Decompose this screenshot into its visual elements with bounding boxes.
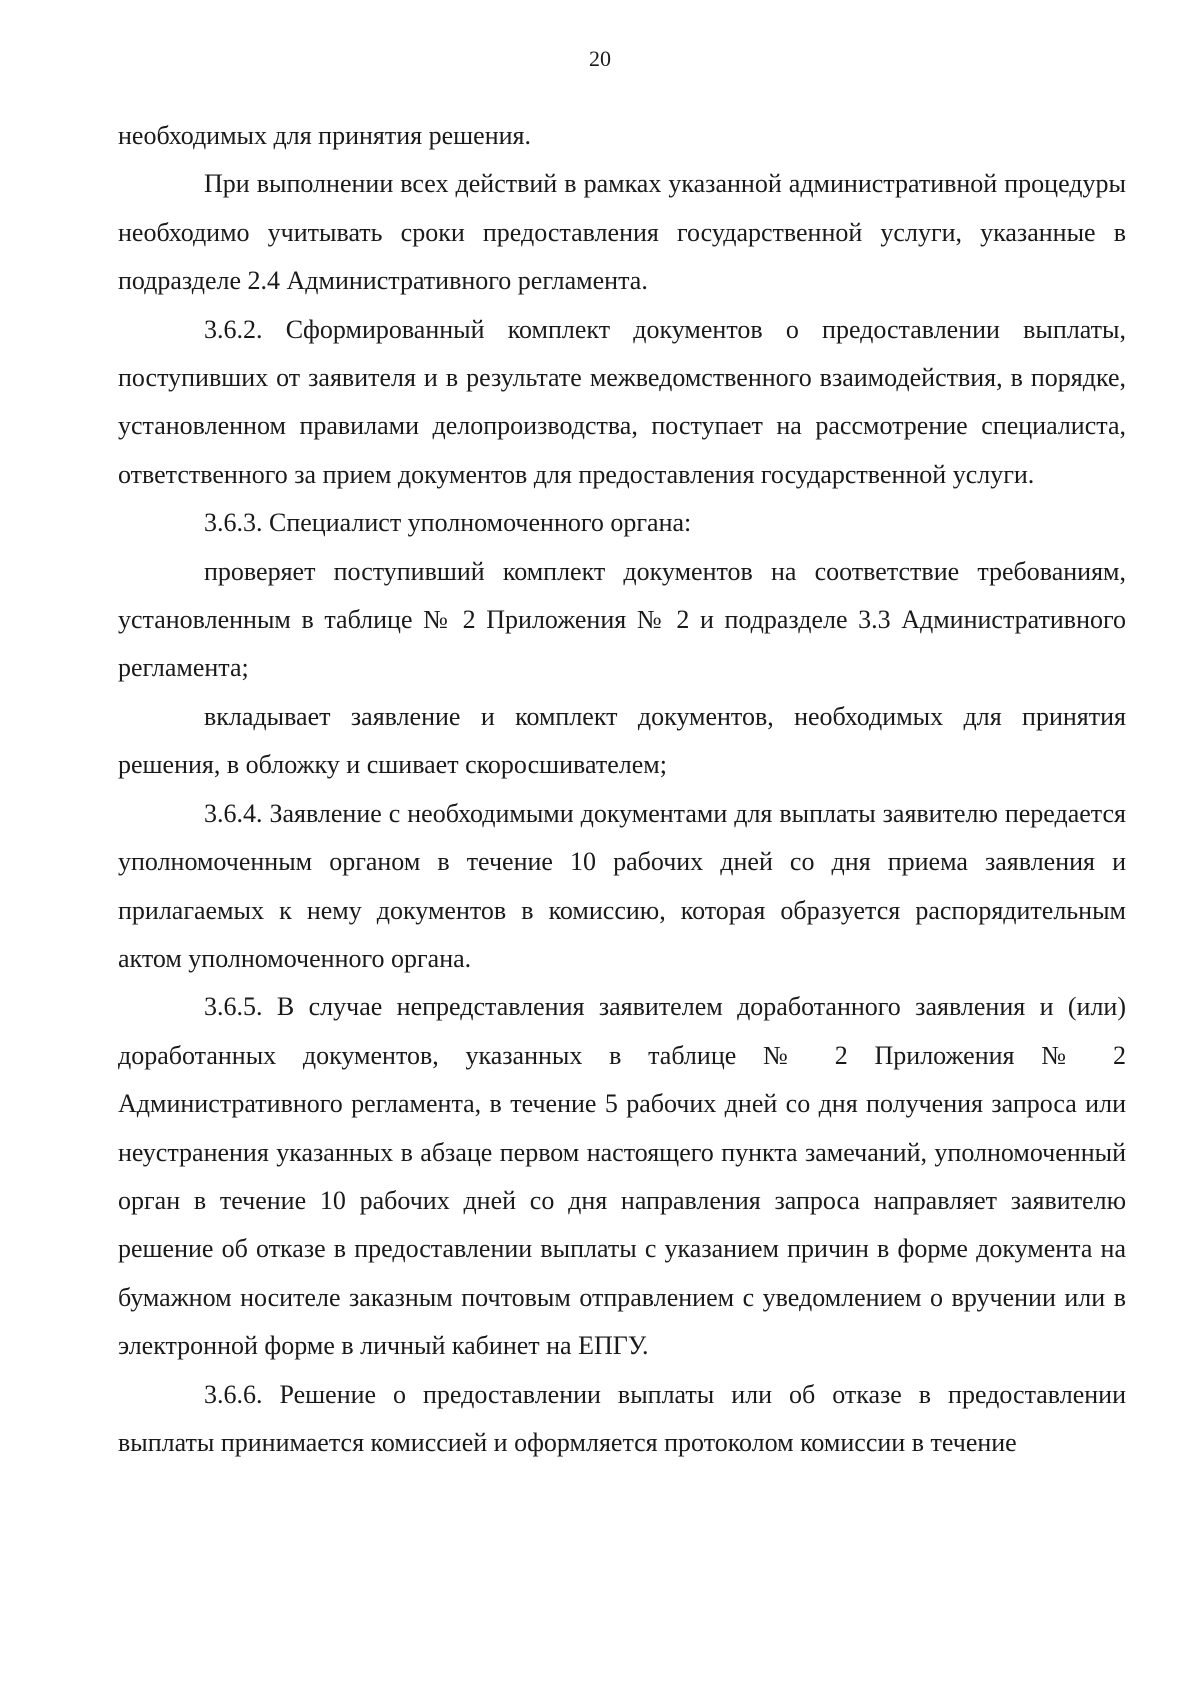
paragraph-3-6-5: 3.6.5. В случае непредставления заявителем доработанного заявления и (или) доработанных документов, указанных в таблице № 2 Приложения № 2 Административного регламента, в течение 5 рабочих дней со дня получения запроса или неустранения указанных в абзаце первом настоящего пункта замечаний, уполномоченный орган в течение 10 рабочих дней со дня направления запроса направляет заявителю решение об отказе в предоставлении выплаты с указанием причин в форме документа на бумажном носителе заказным почтовым отправлением с уведомлением о вручении или в электронной форме в личный кабинет на ЕПГУ. <box>118 992 1126 1361</box>
paragraph-3-6-4: 3.6.4. Заявление с необходимыми документами для выплаты заявителю передается уполномоченным органом в течение 10 рабочих дней со дня приема заявления и прилагаемых к нему документов в комиссию, которая образуется распорядительным актом уполномоченного органа. <box>118 798 1126 973</box>
paragraph-3-6-6: 3.6.6. Решение о предоставлении выплаты или об отказе в предоставлении выплаты принимается комиссией и оформляется протоколом комиссии в течение <box>118 1379 1126 1457</box>
paragraph-continuation: необходимых для принятия решения. <box>118 121 532 150</box>
paragraph-checks-documents: проверяет поступивший комплект документов на соответствие требованиям, установленным в таблице № 2 Приложения № 2 и подразделе 3.3 Административного регламента; <box>118 556 1126 683</box>
paragraph-3-6-2: 3.6.2. Сформированный комплект документов о предоставлении выплаты, поступивших от заявителя и в результате межведомственного взаимодействия, в порядке, установленном правилами делопроизводства, поступает на рассмотрение специалиста, ответственного за прием документов для предоставления государственной услуги. <box>118 314 1126 489</box>
paragraph-binds-documents: вкладывает заявление и комплект документов, необходимых для принятия решения, в обложку и сшивает скоросшивателем; <box>118 701 1126 780</box>
page-number: 20 <box>589 46 611 71</box>
document-body <box>118 112 1126 1467</box>
paragraph-3-6-3: 3.6.3. Специалист уполномоченного органа: <box>204 508 692 538</box>
paragraph-procedure-terms: При выполнении всех действий в рамках указанной административной процедуры необходимо учитывать сроки предоставления государственной услуги, указанные в подразделе 2.4 Административного регламента. <box>118 169 1126 296</box>
